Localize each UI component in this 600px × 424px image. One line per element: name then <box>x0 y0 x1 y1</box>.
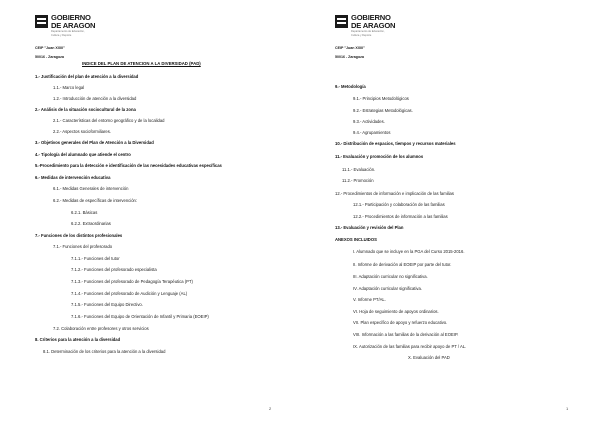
toc-entry: 9.2.- Estrategias Metodológicas. <box>353 108 413 113</box>
logo-sub-line2: Cultura y Deporte <box>51 34 72 38</box>
logo-name-line2: DE ARAGON <box>351 20 396 30</box>
toc-entry: 9.1.- Principios Metodológicos <box>353 96 409 101</box>
toc-entry: II. Informe de derivación al EOEIP por parte del tutor. <box>353 262 452 267</box>
logo-sub-line1: Departamento de Educación, <box>351 30 385 34</box>
toc-section-heading: 6.- Medidas de intervención educativa <box>35 175 111 180</box>
logo-sub-line1: Departamento de Educación, <box>51 30 85 34</box>
toc-entry: 7.2. Colaboración entre profesores y otros servicios <box>53 326 149 331</box>
toc-section-heading: 7.- Funciones de los distintos profesionales <box>35 233 123 238</box>
toc-entry: VIII. Información a las familias de la derivación al EOEIP. <box>353 332 459 337</box>
toc-entry: 6.2.2. Extraordinarias <box>71 221 111 226</box>
toc-entry: III. Adaptación curricular no significativa. <box>353 274 428 279</box>
logo-sub-line2: Cultura y Deporte <box>351 34 372 38</box>
toc-entry: 6.2.- Medidas de específicas de intervención: <box>53 198 138 203</box>
toc-entry: 12.1.- Participación y colaboración de las familias <box>353 202 445 207</box>
toc-section-heading: 11.- Evaluación y promoción de los alumnos <box>335 154 424 159</box>
toc-entry: 1.2.- Introducción de atención a la diversidad <box>53 96 137 101</box>
toc-entry: 6.2.1. Básicas <box>71 210 98 215</box>
page-number: 2 <box>269 406 272 411</box>
toc-entry: 7.1.6.- Funciones del Equipo de Orientación de Infantil y Primaria (EOEIP) <box>71 314 209 319</box>
toc-section-heading: 13.- Evaluación y revisión del Plan <box>335 225 404 230</box>
toc-entry: 7.1.5.- Funciones del Equipo Directivo. <box>71 302 143 307</box>
toc-entry: X. Evaluación del PAD <box>408 355 450 360</box>
toc-entry: 11.2.- Promoción <box>342 178 374 183</box>
toc-entry: 7.1.3.- Funciones del profesorado de Pedagogía Terapéutica (PT) <box>71 279 193 284</box>
logo-name-line1: GOBIERNO <box>351 13 391 22</box>
school-city: 50016 - Zaragoza <box>335 55 364 59</box>
toc-entry: 2.1.- Características del entorno geográfico y de la localidad <box>53 118 165 123</box>
toc-section-heading: 3.- Objetivos generales del Plan de Atención a la Diversidad <box>35 140 154 145</box>
toc-entry: VI. Hoja de seguimiento de apoyos ordinarios. <box>353 309 439 314</box>
toc-entry: 11.1.- Evaluación. <box>342 167 376 172</box>
aragon-shield-icon <box>335 15 348 28</box>
toc-section-heading: 9.- Metodología <box>335 84 366 89</box>
toc-entry: 12.2.- Procedimientos de información a las familias <box>353 214 448 219</box>
toc-section-heading: 10.- Distribución de espacios, tiempos y recursos materiales <box>335 141 456 146</box>
document-title: INDICE DEL PLAN DE ATENCION A LA DIVERSIDAD (PAD) <box>82 61 201 66</box>
toc-entry: IV. Adaptación curricular significativa. <box>353 286 422 291</box>
toc-section-heading: 5.-Procedimiento para la detección e identificación de las necesidades educativas específicas <box>35 163 222 168</box>
toc-section-heading: ANEXOS INCLUIDOS <box>335 237 377 242</box>
toc-entry: 9.3.- Actividades. <box>353 119 385 124</box>
toc-entry: 1.1.- Marco legal <box>53 85 85 90</box>
document-page-right <box>300 0 600 424</box>
toc-entry: 8.1. Determinación de los criterios para la atención a la diversidad <box>43 349 166 354</box>
school-city: 50016 - Zaragoza <box>35 55 64 59</box>
logo-name-line1: GOBIERNO <box>51 13 91 22</box>
toc-entry: 6.1.- Medidas Generales de intervención <box>53 186 129 191</box>
logo-name-line2: DE ARAGON <box>51 20 96 30</box>
school-code: CEIP "Juan XXIII" <box>335 46 365 50</box>
toc-entry: 12.- Procedimientos de información e implicación de las familias <box>335 191 454 196</box>
school-code: CEIP "Juan XXIII" <box>35 46 65 50</box>
toc-entry: V. Informe PT/AL. <box>353 297 386 302</box>
aragon-shield-icon <box>35 15 48 28</box>
toc-section-heading: 4.- Tipología del alumnado que atiende el centro <box>35 152 131 157</box>
toc-section-heading: 2.- Análisis de la situación sociocultural de la zona <box>35 107 136 112</box>
gobierno-aragon-logo <box>335 14 395 38</box>
toc-section-heading: 1.- Justificación del plan de atención a la diversidad <box>35 74 139 79</box>
toc-section-heading: 8. Criterios para la atención a la diversidad <box>35 337 121 342</box>
gobierno-aragon-logo <box>35 14 95 38</box>
toc-entry: 7.1.- Funciones del profesorado <box>53 244 113 249</box>
toc-entry: VII. Plan específico de apoyo y refuerzo educativo. <box>353 320 448 325</box>
toc-entry: 7.1.2.- Funciones del profesorado especialista <box>71 267 157 272</box>
toc-entry: I. Alumnado que se incluye en la PGA del Curso 2015-2016. <box>353 249 465 254</box>
toc-entry: 7.1.1.- Funciones del tutor <box>71 256 120 261</box>
toc-entry: 2.2.- Aspectos socioformiliares. <box>53 129 111 134</box>
toc-entry: 7.1.4.- Funciones del profesorado de Audición y Lenguaje (AL) <box>71 291 188 296</box>
toc-entry: 9.4.- Agrupamientos <box>353 130 391 135</box>
page-number: 1 <box>566 406 569 411</box>
toc-entry: IX. Autorización de las familias para recibir apoyo de PT / AL. <box>353 344 467 349</box>
